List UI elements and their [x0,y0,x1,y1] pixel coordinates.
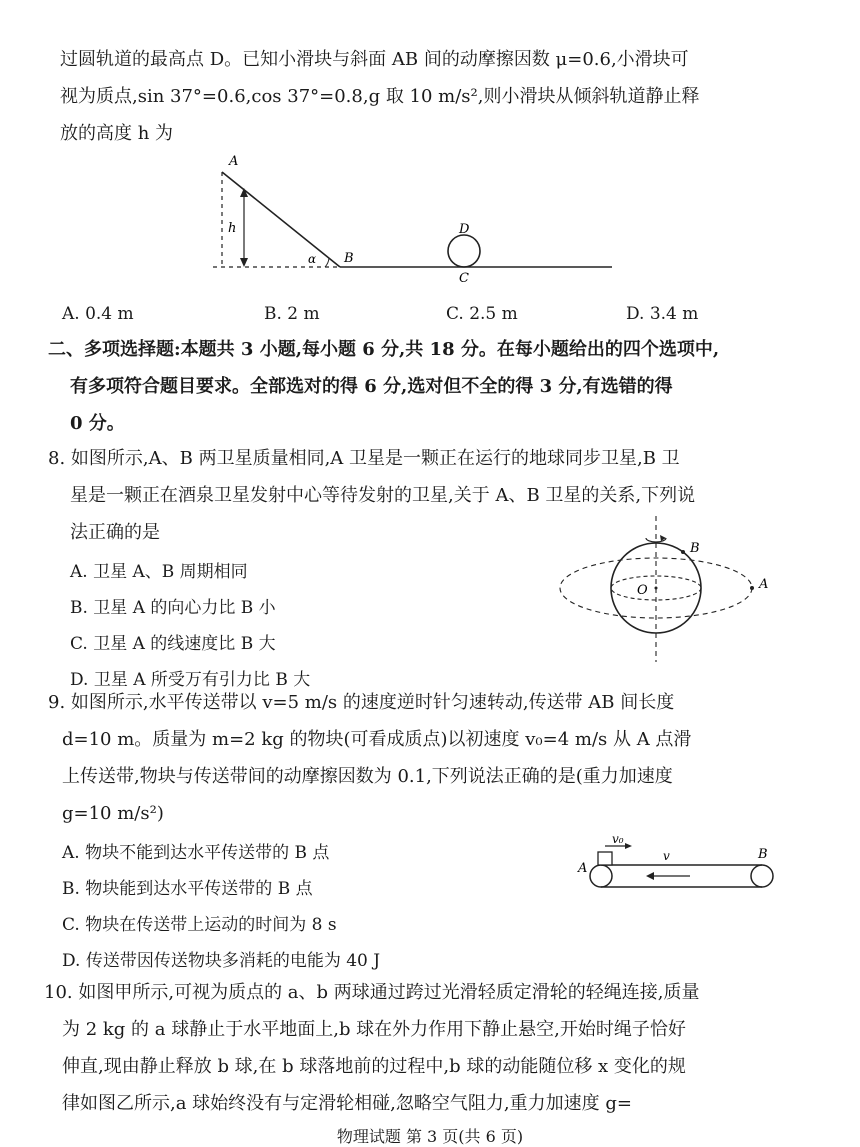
q10-line-3: 伸直,现由静止释放 b 球,在 b 球落地前的过程中,b 球的动能随位移 x 变化的规 [62,1056,686,1077]
q8-option-d: D. 卫星 A 所受万有引力比 B 大 [70,670,311,690]
q8-option-b: B. 卫星 A 的向心力比 B 小 [70,598,276,618]
sat-label-A: A [759,577,769,592]
q8-line-3: 法正确的是 [70,522,160,543]
conv-label-v: v [663,849,670,863]
page-footer: 物理试题 第 3 页(共 6 页) [336,1127,524,1146]
q9-option-d: D. 传送带因传送物块多消耗的电能为 40 J [62,951,381,971]
label-C: C [459,271,469,286]
q8-option-c: C. 卫星 A 的线速度比 B 大 [70,634,276,654]
q7-option-b: B. 2 m [264,304,320,324]
q7-line-2: 视为质点,sin 37°=0.6,cos 37°=0.8,g 取 10 m/s²,则小滑块从倾斜轨道静止释 [60,86,700,107]
label-h: h [228,221,237,236]
q9-line-4: g=10 m/s²) [62,803,164,824]
q7-line-1: 过圆轨道的最高点 D。已知小滑块与斜面 AB 间的动摩擦因数 μ=0.6,小滑块可 [60,49,689,70]
sat-label-O: O [637,583,648,598]
sat-label-B: B [690,541,700,556]
q7-option-a: A. 0.4 m [62,304,134,324]
q7-line-3: 放的高度 h 为 [60,123,174,144]
conv-label-B: B [758,847,768,862]
q9-option-b: B. 物块能到达水平传送带的 B 点 [62,879,313,899]
label-A: A [229,154,239,169]
q8-line-1: 8. 如图所示,A、B 两卫星质量相同,A 卫星是一颗正在运行的地球同步卫星,B 卫 [48,448,680,469]
q10-line-2: 为 2 kg 的 a 球静止于水平地面上,b 球在外力作用下静止悬空,开始时绳子恰好 [62,1019,686,1040]
label-alpha: α [308,252,317,266]
section2-line-2: 有多项符合题目要求。全部选对的得 6 分,选对但不全的得 3 分,有选错的得 [70,376,673,397]
q9-option-c: C. 物块在传送带上运动的时间为 8 s [62,915,337,935]
q8-option-a: A. 卫星 A、B 周期相同 [70,562,248,582]
label-B: B [344,251,354,266]
label-D: D [459,222,470,237]
q7-option-d: D. 3.4 m [626,304,699,324]
q10-line-1: 10. 如图甲所示,可视为质点的 a、b 两球通过跨过光滑轻质定滑轮的轻绳连接,质量 [44,982,700,1003]
section2-line-3: 0 分。 [70,413,125,434]
q7-option-c: C. 2.5 m [446,304,518,324]
conv-label-A: A [578,861,588,876]
q9-line-2: d=10 m。质量为 m=2 kg 的物块(可看成质点)以初速度 v₀=4 m/s 从 A 点滑 [62,729,692,750]
q9-line-3: 上传送带,物块与传送带间的动摩擦因数为 0.1,下列说法正确的是(重力加速度 [62,766,673,787]
q9-line-1: 9. 如图所示,水平传送带以 v=5 m/s 的速度逆时针匀速转动,传送带 AB 间长度 [48,692,675,713]
section2-line-1: 二、多项选择题:本题共 3 小题,每小题 6 分,共 18 分。在每小题给出的四个选项中, [48,339,720,360]
q8-line-2: 星是一颗正在酒泉卫星发射中心等待发射的卫星,关于 A、B 卫星的关系,下列说 [70,485,696,506]
q9-option-a: A. 物块不能到达水平传送带的 B 点 [62,843,330,863]
q10-line-4: 律如图乙所示,a 球始终没有与定滑轮相碰,忽略空气阻力,重力加速度 g= [62,1093,632,1114]
conv-label-v0: v₀ [612,832,624,846]
